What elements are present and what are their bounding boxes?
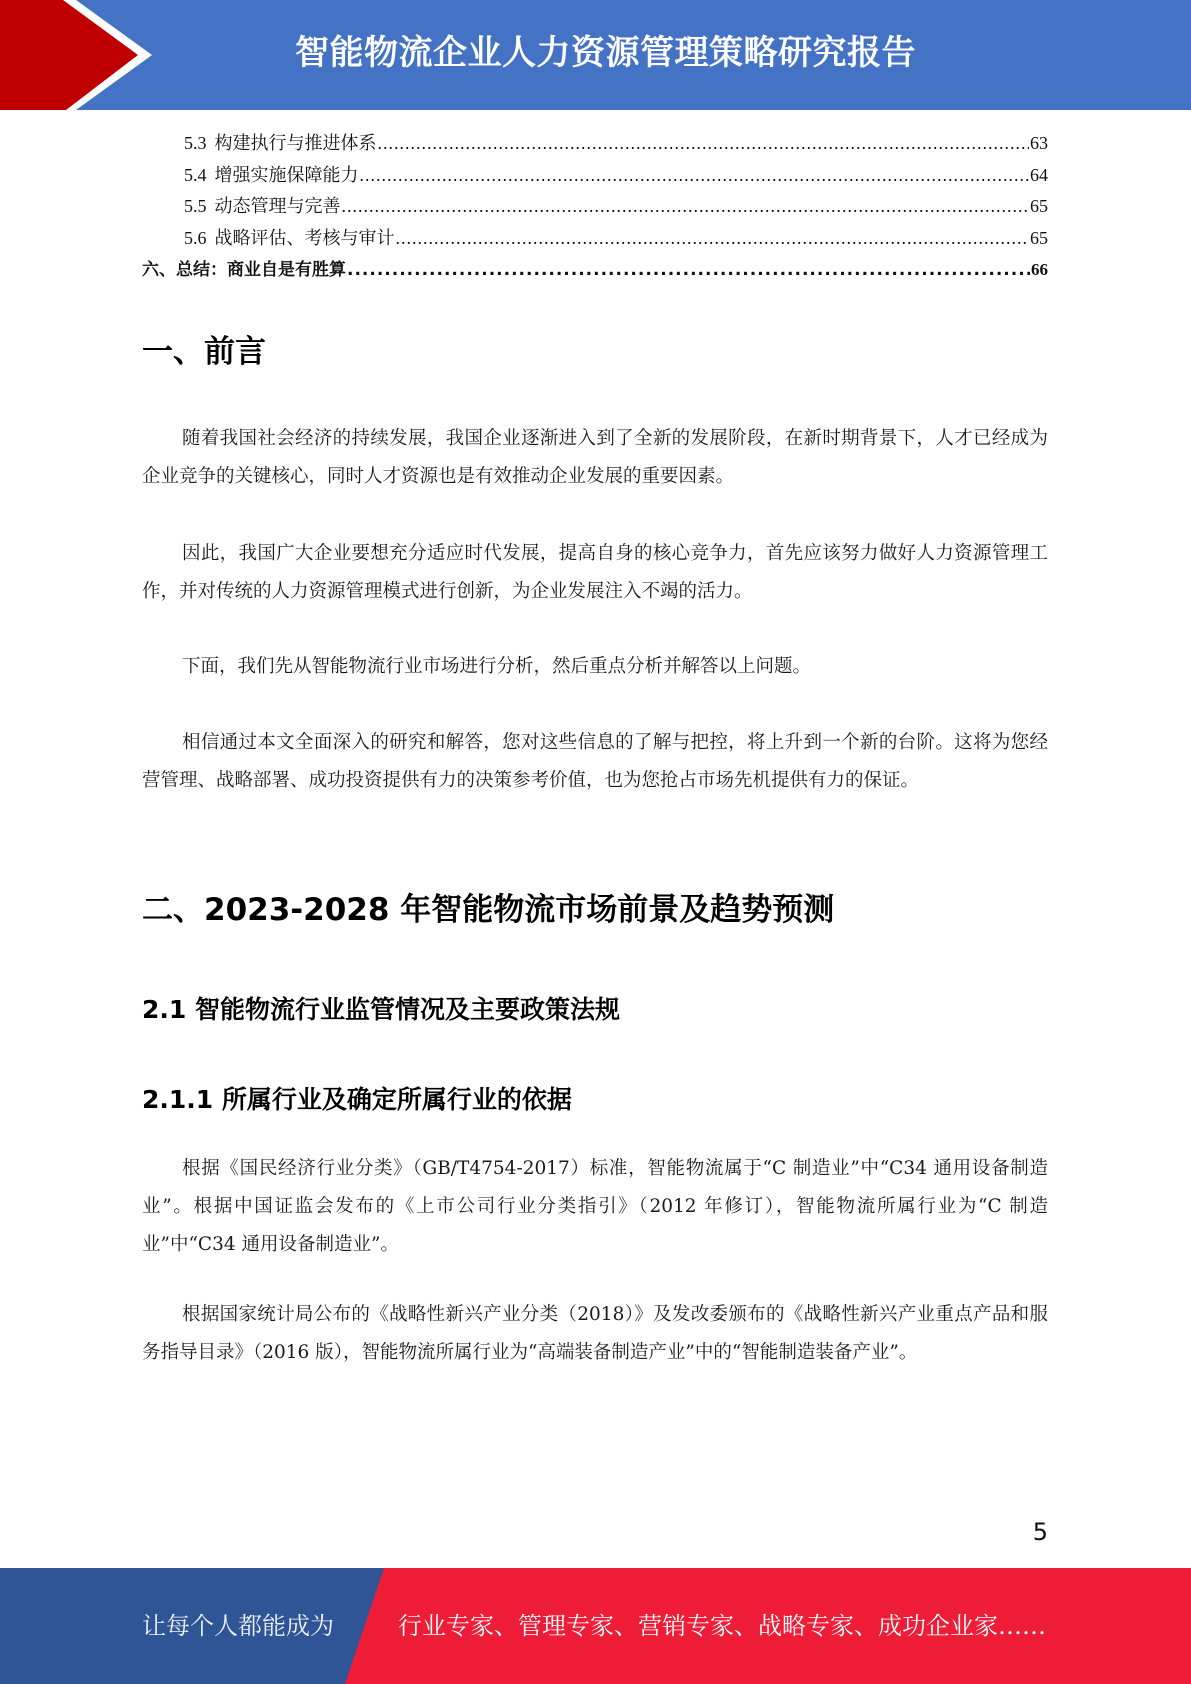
body-paragraph: 根据国家统计局公布的《战略性新兴产业分类（2018）》及发改委颁布的《战略性新兴产业重点产品和服务指导目录》（2016 版），智能物流所属行业为“高端装备制造产业”中的“智能制造装备产业”。 [142, 1304, 1048, 1363]
toc-leader-dots [378, 133, 1030, 154]
page-footer [0, 1568, 1191, 1684]
report-title: 智能物流企业人力资源管理策略研究报告 [295, 33, 916, 73]
toc-entry-number: 5.6 [184, 227, 207, 248]
toc-leader-dots [342, 196, 1030, 217]
body-paragraph: 相信通过本文全面深入的研究和解答，您对这些信息的了解与把控，将上升到一个新的台阶。这将为您经营管理、战略部署、成功投资提供有力的决策参考价值，也为您抢占市场先机提供有力的保证。 [142, 732, 1048, 791]
footer-slogan-left: 让每个人都能成为 [142, 1612, 334, 1640]
toc-entry-page: 64 [1030, 164, 1048, 185]
toc-leader-dots [360, 165, 1030, 186]
footer-slogan-right: 行业专家、管理专家、营销专家、战略专家、成功企业家…… [398, 1612, 1046, 1640]
chapter-heading-market-forecast: 二、2023-2028 年智能物流市场前景及趋势预测 [142, 892, 835, 928]
toc-entry[interactable] [142, 161, 1048, 193]
toc-entry-label: 增强实施保障能力 [214, 164, 359, 185]
page-header [0, 0, 1191, 110]
section-heading-preface: 一、前言 [142, 334, 266, 370]
toc-entry-label: 构建执行与推进体系 [214, 133, 377, 153]
toc-entry-page: 63 [1030, 133, 1048, 153]
toc-entry-page: 65 [1030, 227, 1048, 248]
toc-entry-label: 动态管理与完善 [214, 196, 341, 216]
body-paragraph: 因此，我国广大企业要想充分适应时代发展，提高自身的核心竞争力，首先应该努力做好人力资源管理工作，并对传统的人力资源管理模式进行创新，为企业发展注入不竭的活力。 [142, 543, 1048, 602]
toc-entry-label: 战略评估、考核与审计 [214, 227, 395, 248]
toc-entry-label: 六、总结：商业自是有胜算 [142, 260, 346, 280]
toc-entry-page: 66 [1031, 260, 1048, 279]
body-paragraph: 根据《国民经济行业分类》（GB/T4754-2017）标准，智能物流属于“C 制造业”中“C34 通用设备制造业”。根据中国证监会发布的《上市公司行业分类指引》（2012 年修订），智能物流所属行业为“C 制造业”中“C34 通用设备制造业”。 [142, 1158, 1048, 1255]
section-heading-2-1-1: 2.1.1 所属行业及确定所属行业的依据 [142, 1085, 572, 1114]
toc-entry[interactable] [142, 192, 1048, 224]
toc-entry[interactable] [142, 224, 1048, 256]
toc-leader-dots [396, 228, 1030, 249]
toc-entry[interactable] [142, 255, 1048, 287]
toc-leader-dots [347, 260, 1030, 280]
body-paragraph: 随着我国社会经济的持续发展，我国企业逐渐进入到了全新的发展阶段，在新时期背景下，人才已经成为企业竞争的关键核心，同时人才资源也是有效推动企业发展的重要因素。 [142, 428, 1048, 487]
table-of-contents [142, 129, 1048, 287]
body-paragraph: 下面，我们先从智能物流行业市场进行分析，然后重点分析并解答以上问题。 [182, 656, 812, 677]
toc-entry[interactable] [142, 129, 1048, 161]
toc-entry-number: 5.5 [184, 196, 207, 216]
toc-entry-page: 65 [1030, 196, 1048, 216]
section-heading-2-1: 2.1 智能物流行业监管情况及主要政策法规 [142, 995, 620, 1024]
toc-entry-number: 5.4 [184, 164, 207, 185]
toc-entry-number: 5.3 [184, 133, 207, 153]
page-number: 5 [1032, 1518, 1048, 1546]
